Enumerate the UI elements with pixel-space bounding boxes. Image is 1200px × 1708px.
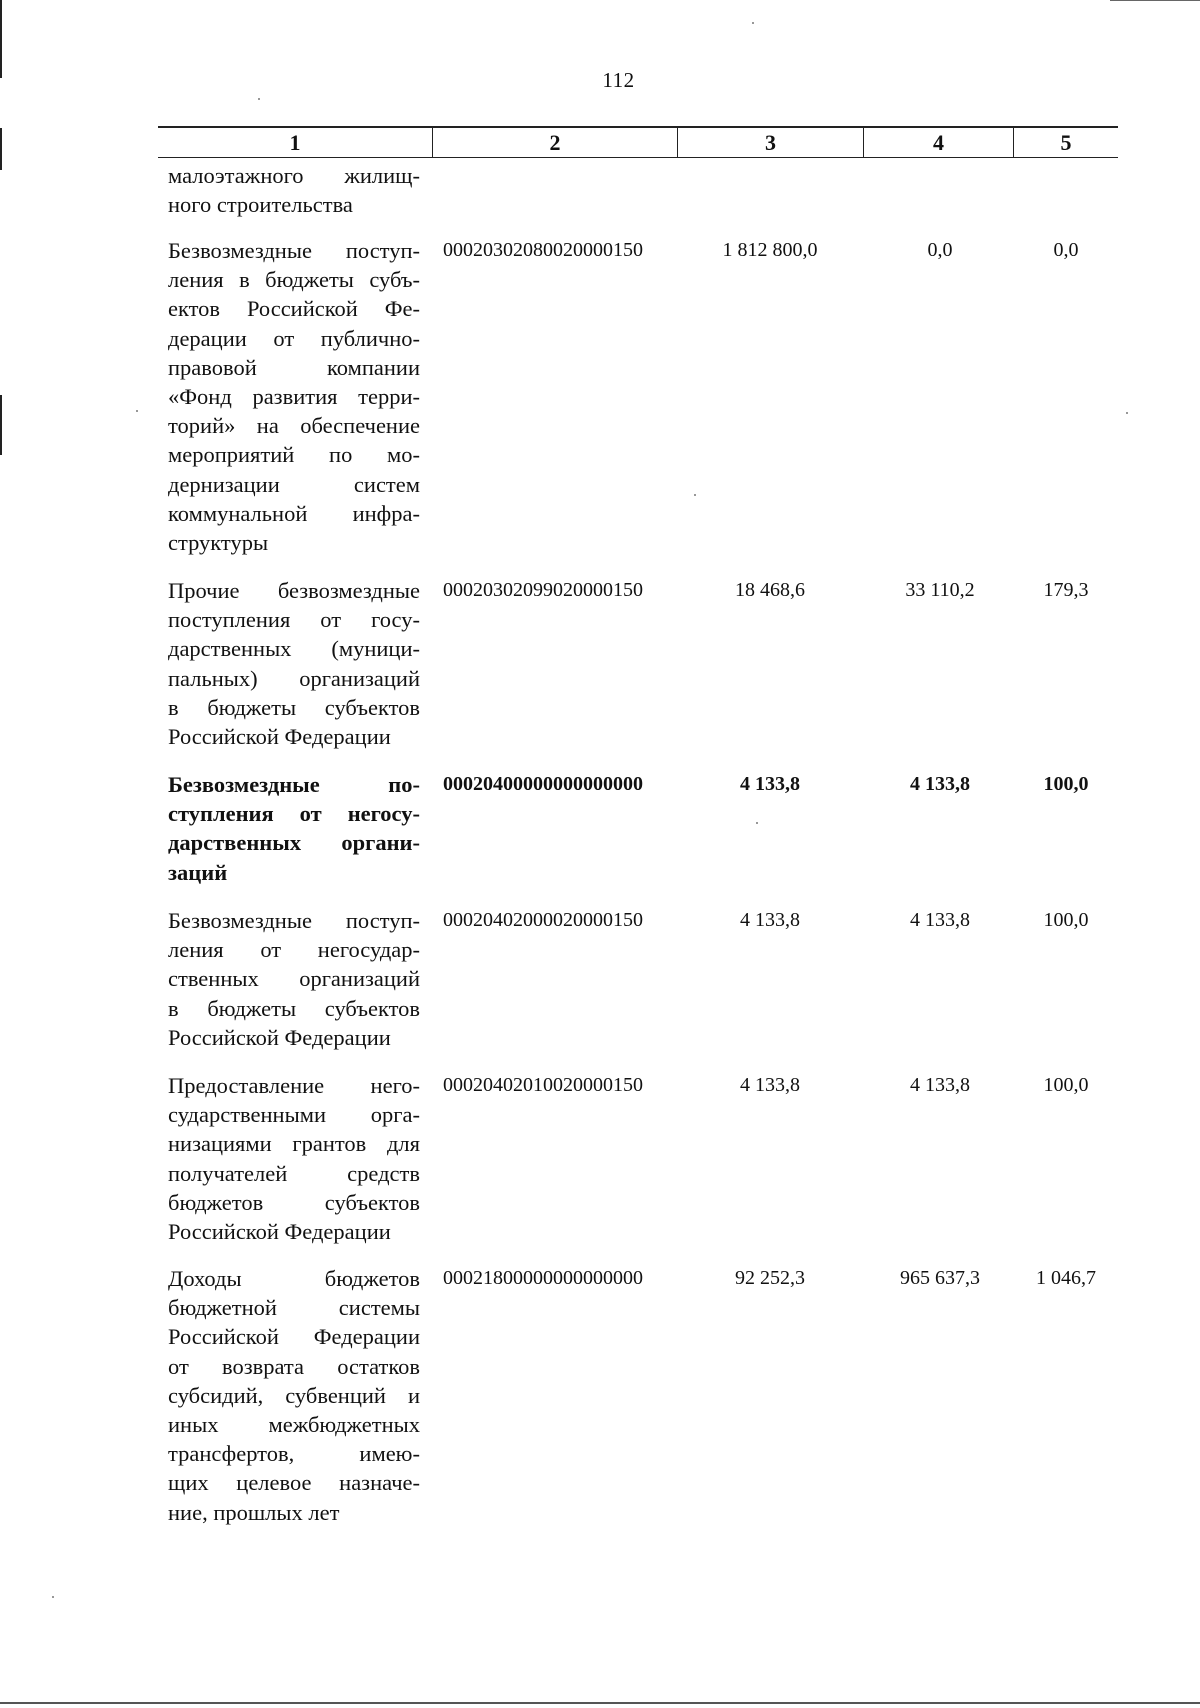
row-name-line: бюджетов субъектов (168, 1189, 420, 1215)
row-value-4: 4 133,8 (910, 773, 970, 795)
row-name-line: мероприятий по мо- (168, 442, 420, 468)
row-value-4: 965 637,3 (900, 1267, 980, 1289)
row-name-line: субсидий, субвенций и (168, 1382, 420, 1408)
row-name-line: в бюджеты субъектов (168, 694, 420, 720)
row-name-line: трансфертов, имею- (168, 1441, 420, 1467)
row-value-4: 4 133,8 (910, 1074, 970, 1096)
row-name-line: ления в бюджеты субъ- (168, 267, 420, 293)
column-header-3: 3 (677, 126, 863, 158)
row-name-line: от возврата остатков (168, 1353, 420, 1379)
column-header-2: 2 (432, 126, 677, 158)
row-name-line: Доходы бюджетов (168, 1266, 420, 1291)
row-name-line: бюджетной системы (168, 1295, 420, 1321)
row-name (168, 1264, 420, 1527)
row-code: 00020402000020000150 (443, 909, 643, 931)
row-value-4: 33 110,2 (905, 579, 975, 601)
row-name (168, 236, 420, 557)
scan-edge-left-low (0, 395, 2, 455)
row-value-3: 4 133,8 (740, 909, 800, 931)
row-name-line: ние, прошлых лет (168, 1499, 340, 1525)
row-name-line: заций (168, 859, 228, 885)
row-name-line: правовой компании (168, 354, 420, 380)
row-name-line: Российской Федерации (168, 1219, 391, 1245)
row-name (168, 161, 420, 219)
row-name-line: дарственных органи- (168, 830, 420, 856)
row-value-5: 100,0 (1043, 773, 1089, 795)
row-value-5: 100,0 (1043, 1074, 1089, 1096)
scan-speck (752, 22, 754, 24)
scan-edge-left-top (0, 0, 2, 78)
row-name-line: дарственных (муници- (168, 636, 420, 662)
row-name-line: торий» на обеспечение (168, 413, 420, 439)
row-code: 00020302080020000150 (443, 239, 643, 261)
row-name-line: низациями грантов для (168, 1131, 420, 1157)
scan-edge-bottom (0, 1702, 1200, 1704)
scan-speck (756, 822, 758, 824)
scan-speck (52, 1596, 54, 1598)
scan-speck (136, 410, 138, 412)
row-name-line: малоэтажного жилищ- (168, 163, 420, 188)
row-value-5: 0,0 (1053, 239, 1079, 261)
column-header-1: 1 (158, 126, 432, 158)
row-name-line: ектов Российской Фе- (168, 296, 420, 322)
row-name-line: поступления от госу- (168, 607, 420, 633)
scan-speck (694, 494, 696, 496)
row-value-3: 92 252,3 (735, 1267, 805, 1289)
row-name-line: Безвозмездные поступ- (168, 238, 420, 263)
row-value-5: 100,0 (1043, 909, 1089, 931)
row-name (168, 576, 420, 751)
row-name-line: получателей средств (168, 1160, 420, 1186)
row-name-line: сударственными орга- (168, 1102, 420, 1128)
row-name-line: щих целевое назначе- (168, 1470, 420, 1496)
scan-edge-top-right (1110, 0, 1200, 1)
row-value-5: 179,3 (1043, 579, 1089, 601)
row-value-3: 1 812 800,0 (722, 239, 818, 261)
row-name-line: Российской Федерации (168, 1024, 391, 1050)
row-name (168, 1071, 420, 1246)
row-value-3: 4 133,8 (740, 1074, 800, 1096)
row-value-5: 1 046,7 (1036, 1267, 1096, 1289)
row-name-line: ного строительства (168, 192, 353, 218)
row-code: 00021800000000000000 (443, 1267, 643, 1289)
page-number: 112 (602, 68, 635, 92)
column-header-5: 5 (1013, 126, 1118, 158)
row-name (168, 770, 420, 887)
row-name-line: структуры (168, 530, 269, 556)
row-code: 00020402010020000150 (443, 1074, 643, 1096)
row-name-line: в бюджеты субъектов (168, 995, 420, 1021)
row-name-line: дернизации систем (168, 471, 420, 497)
row-value-3: 4 133,8 (740, 773, 800, 795)
row-name-line: ления от негосудар- (168, 937, 420, 963)
row-value-4: 4 133,8 (910, 909, 970, 931)
row-value-4: 0,0 (927, 239, 953, 261)
row-name (168, 906, 420, 1052)
row-name-line: Прочие безвозмездные (168, 578, 420, 603)
row-name-line: ступления от негосу- (168, 801, 420, 827)
row-name-line: коммунальной инфра- (168, 500, 420, 526)
scan-edge-left-mid (0, 128, 2, 170)
row-name-line: Российской Федерации (168, 724, 391, 750)
row-code: 00020400000000000000 (443, 773, 643, 795)
row-name-line: Безвозмездные поступ- (168, 908, 420, 933)
row-name-line: Безвозмездные по- (168, 772, 420, 797)
row-value-3: 18 468,6 (735, 579, 805, 601)
row-name-line: Российской Федерации (168, 1324, 420, 1350)
scan-speck (258, 98, 260, 100)
row-name-line: пальных) организаций (168, 665, 420, 691)
row-name-line: ственных организаций (168, 966, 420, 992)
row-code: 00020302099020000150 (443, 579, 643, 601)
row-name-line: иных межбюджетных (168, 1412, 420, 1438)
row-name-line: Предоставление него- (168, 1073, 420, 1098)
row-name-line: дерации от публично- (168, 325, 420, 351)
scan-speck (1126, 412, 1128, 414)
row-name-line: «Фонд развития терри- (168, 384, 420, 410)
column-header-4: 4 (863, 126, 1013, 158)
